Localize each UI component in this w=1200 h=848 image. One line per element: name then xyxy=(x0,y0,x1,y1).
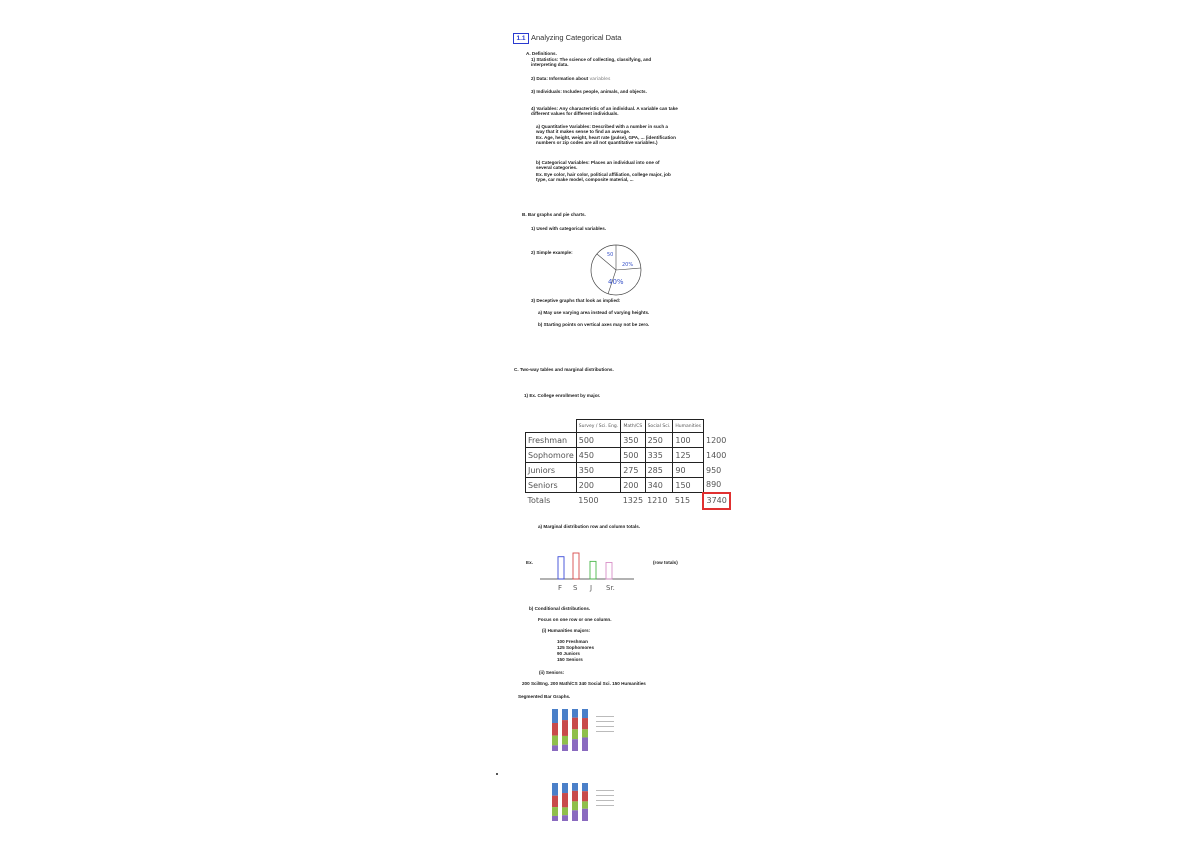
segment xyxy=(572,718,578,730)
humanities-head: (i) Humanities majors: xyxy=(542,628,591,633)
cell: 350 xyxy=(621,433,645,448)
marginal-bar xyxy=(590,561,596,579)
legend-line xyxy=(596,726,614,727)
segment xyxy=(552,709,558,723)
row-total: 1400 xyxy=(705,450,727,460)
axis-label-s: S xyxy=(573,584,578,592)
legend-line xyxy=(596,721,614,722)
table-row xyxy=(526,478,730,493)
humanities-item: 150 Seniors xyxy=(557,657,583,662)
cell: 285 xyxy=(645,463,673,478)
row-total: 1200 xyxy=(705,435,727,445)
b-item-2: 2) Simple example: xyxy=(531,250,573,255)
cell: 200 xyxy=(576,478,620,493)
def-data: 2) Data: Information about variables xyxy=(531,76,611,82)
cell: 100 xyxy=(673,433,704,448)
cell: 450 xyxy=(576,448,620,463)
table-header-cell: Math/CS xyxy=(621,420,645,433)
section-title: Analyzing Categorical Data xyxy=(531,33,622,42)
marginal-note: (row totals) xyxy=(653,560,678,565)
seniors-head: (ii) Seniors: xyxy=(539,670,565,675)
seniors-line: 200 Sci/Eng. 200 Math/CS 340 Social Sci. 150 Humanities xyxy=(522,681,646,686)
legend-line xyxy=(596,800,614,801)
def-individuals: 3) Individuals: Includes people, animals, and objects. xyxy=(531,89,647,94)
legend-line xyxy=(596,790,614,791)
cell: 500 xyxy=(621,448,645,463)
humanities-item: 90 Juniors xyxy=(557,651,580,656)
def-statistics: 1) Statistics: The science of collecting, classifying, and interpreting data. xyxy=(531,57,652,68)
cell: 125 xyxy=(673,448,704,463)
segment xyxy=(552,783,558,796)
table-row xyxy=(526,448,730,463)
part-c-heading: C. Two-way tables and marginal distributions. xyxy=(514,367,614,372)
segment xyxy=(562,807,568,815)
marginal-ex: Ex. xyxy=(526,560,533,565)
grand-total: 3740 xyxy=(703,493,729,509)
cell: 500 xyxy=(576,433,620,448)
totals-label: Totals xyxy=(527,496,551,506)
segment xyxy=(582,729,588,737)
table-header-cell: Social Sci. xyxy=(645,420,673,433)
c-example: 1) Ex. College enrollment by major. xyxy=(524,393,601,398)
def-quantitative: a) Quantitative Variables: Described with a number in such a way that it makes sense to find an average. xyxy=(536,124,668,135)
def-categorical-ex: Ex. Eye color, hair color, political affiliation, college major, job type, car make model, composite material, ... xyxy=(536,172,671,183)
axis-label-f: F xyxy=(558,584,563,592)
col-total: 1210 xyxy=(647,496,668,506)
axis-label-sr: Sr. xyxy=(606,584,615,592)
legend-line xyxy=(596,795,614,796)
table-row xyxy=(526,433,730,448)
axis-label-j: J xyxy=(590,584,593,592)
cell: 200 xyxy=(621,478,645,493)
segment xyxy=(552,723,558,736)
table-header-cell: Survey / Sci. Eng. xyxy=(576,420,620,433)
stray-mark xyxy=(496,773,498,775)
b-item-3: 3) Deceptive graphs that look as implied: xyxy=(531,298,621,303)
row-label: Freshman xyxy=(526,433,577,448)
segment xyxy=(552,736,558,746)
segment xyxy=(582,791,588,801)
col-total: 1500 xyxy=(578,496,599,506)
cell: 90 xyxy=(673,463,704,478)
humanities-item: 125 Sophomores xyxy=(557,645,595,650)
legend-line xyxy=(596,731,614,732)
segment xyxy=(582,709,588,718)
cell: 150 xyxy=(673,478,704,493)
table-header-cell: Humanities xyxy=(673,420,704,433)
segment xyxy=(572,810,578,821)
c-marginal: a) Marginal distribution row and column totals. xyxy=(538,524,641,529)
col-total: 515 xyxy=(674,496,691,506)
segment xyxy=(562,720,568,736)
cell: 340 xyxy=(645,478,673,493)
def-quantitative-ex: Ex. Age, height, weight, heart rate (pulse), GPA, ... (identification numbers or zip codes are all not quantitative variables.) xyxy=(536,135,676,146)
col-total: 1325 xyxy=(622,496,644,506)
segmented-bar-chart-2 xyxy=(540,780,630,828)
segment xyxy=(562,709,568,720)
pie-label-3: 40% xyxy=(608,278,624,286)
segment xyxy=(582,737,588,751)
table-header-cell xyxy=(703,420,729,433)
def-variables: 4) Variables: Any characteristic of an individual. A variable can take different values for different individuals. xyxy=(531,106,678,117)
marginal-bar xyxy=(606,562,612,579)
row-label: Juniors xyxy=(526,463,577,478)
c-conditional: b) Conditional distributions. xyxy=(529,606,591,611)
segment xyxy=(582,809,588,821)
conditional-focus: Focus on one row or one column. xyxy=(538,617,612,622)
segment xyxy=(572,739,578,751)
legend-line xyxy=(596,716,614,717)
table-row xyxy=(526,463,730,478)
segment xyxy=(562,736,568,745)
b-item-3a: a) May use varying area instead of varying heights. xyxy=(538,310,650,315)
pie-chart-sketch xyxy=(588,242,644,298)
segment xyxy=(562,793,568,807)
segment xyxy=(562,745,568,751)
two-way-table xyxy=(525,419,731,510)
segment xyxy=(572,709,578,718)
part-a-heading: A. Definitions. xyxy=(526,51,557,56)
row-total: 890 xyxy=(705,480,722,489)
segment xyxy=(572,801,578,810)
segment xyxy=(582,718,588,729)
row-label: Sophomore xyxy=(526,448,577,463)
segmented-heading: Segmented Bar Graphs. xyxy=(518,694,571,699)
b-item-3b: b) Starting points on vertical axes may not be zero. xyxy=(538,322,650,327)
segment xyxy=(552,807,558,816)
segment xyxy=(572,783,578,791)
legend-line xyxy=(596,805,614,806)
segment xyxy=(552,796,558,807)
humanities-item: 100 Freshman xyxy=(557,639,588,644)
segmented-bar-chart-1 xyxy=(540,706,630,758)
marginal-bar xyxy=(573,553,579,579)
segment xyxy=(552,816,558,821)
segment xyxy=(552,745,558,751)
b-item-1: 1) Used with categorical variables. xyxy=(531,226,607,231)
def-categorical: b) Categorical Variables: Places an individual into one of several categories. xyxy=(536,160,660,171)
row-total: 950 xyxy=(705,465,722,475)
part-b-heading: B. Bar graphs and pie charts. xyxy=(522,212,586,217)
segment xyxy=(562,783,568,793)
section-number: 1.1 xyxy=(513,33,529,44)
table-header-cell xyxy=(526,420,577,433)
segment xyxy=(572,791,578,802)
cell: 350 xyxy=(576,463,620,478)
row-label: Seniors xyxy=(526,478,577,493)
cell: 250 xyxy=(645,433,673,448)
pie-label-1: 50 xyxy=(607,252,614,258)
table-row-totals xyxy=(526,493,730,509)
marginal-bar xyxy=(558,557,564,579)
marginal-bar-sketch xyxy=(538,546,638,596)
segment xyxy=(582,801,588,808)
segment xyxy=(582,783,588,791)
segment xyxy=(572,729,578,739)
cell: 275 xyxy=(621,463,645,478)
pie-label-2: 20% xyxy=(622,262,634,268)
cell: 335 xyxy=(645,448,673,463)
segment xyxy=(562,815,568,821)
